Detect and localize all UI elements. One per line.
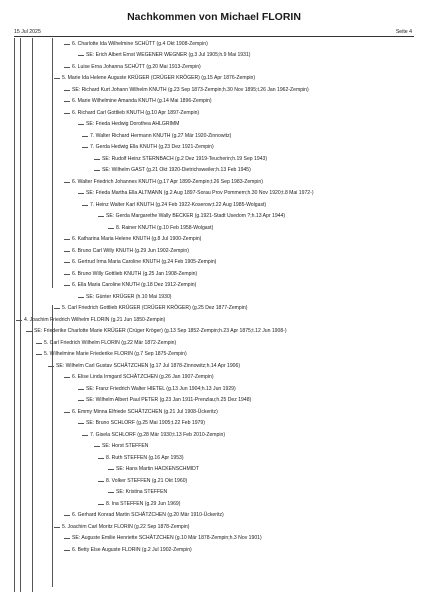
document-title: Nachkommen von Michael FLORIN [127, 11, 301, 23]
descendant-entry: 6. Marie Wilhelmine Amanda KNUTH (g.14 Mai 1896-Zempin) [72, 98, 212, 104]
tree-connector [78, 193, 84, 194]
descendant-entry: 8. Ina STEFFEN (g.29 Jun 1969) [106, 501, 181, 507]
tree-connector [98, 504, 104, 505]
descendant-entry: 6. Bruno Willy Gottlieb KNUTH (g.25 Jan 1908-Zempin) [72, 271, 198, 277]
tree-connector [108, 492, 114, 493]
tree-connector [82, 136, 88, 137]
tree-connector [64, 274, 70, 275]
descendant-entry: 6. Gerhard Konrad Martin SCHÄTZCHEN (g.20 Mär 1910-Ückeritz) [72, 512, 224, 518]
tree-connector [64, 285, 70, 286]
generation-line-4 [52, 38, 53, 288]
tree-connector [64, 550, 70, 551]
tree-connector [36, 343, 42, 344]
tree-connector [64, 515, 70, 516]
tree-connector [64, 262, 70, 263]
descendant-entry: 6. Emmy Minna Elfriede SCHÄTZCHEN (g.21 Jul 1908-Ückeritz) [72, 409, 218, 415]
tree-connector [54, 308, 60, 309]
spouse-entry: SE: Frieda Martha Ella ALTMANN (g.2 Aug 1897-Sorau Prov Pommern;h.30 Nov 1920;t.8 Mai 1972-) [86, 190, 314, 196]
tree-connector [98, 481, 104, 482]
descendant-entry: 6. Betty Else Auguste FLORIN (g.2 Jul 1902-Zempin) [72, 547, 192, 553]
descendant-entry: 4. Joachim Friedrich Wilhelm FLORIN (g.21 Jun 1850-Zempin) [24, 317, 166, 323]
descendant-entry: 6. Walter Friedrich Johannes KNUTH (g.17 Apr 1899-Zempin;t.26 Sep 1983-Zempin) [72, 179, 263, 185]
tree-connector [64, 90, 70, 91]
descendant-entry: 5. Carl Friedrich Wilhelm FLORIN (g.22 Mär 1872-Zempin) [44, 340, 177, 346]
spouse-entry: SE: Erich Albert Ernst WEGENER WEGNER (g.3 Jul 1905;h.9 Mai 1931) [86, 52, 251, 58]
tree-connector [64, 113, 70, 114]
tree-connector [94, 446, 100, 447]
generation-line-2 [20, 38, 21, 592]
tree-connector [64, 538, 70, 539]
spouse-entry: SE: Richard Kurt Johann Wilhelm KNUTH (g.23 Sep 1873-Zempin;h.30 Nov 1895;t.26 Jan 1962-Zempin) [72, 87, 309, 93]
generation-line-5 [52, 305, 53, 587]
page-number: Seite 4 [395, 29, 412, 35]
tree-connector [16, 320, 22, 321]
descendant-entry: 6. Elise Linda Irmgard SCHÄTZCHEN (g.26 Jan 1907-Zempin) [72, 374, 214, 380]
spouse-entry: SE: Günter KRÜGER (h.10 Mai 1930) [86, 294, 172, 300]
tree-connector [64, 251, 70, 252]
tree-connector [78, 297, 84, 298]
spouse-entry: SE: Kristina STEFFEN [116, 489, 168, 495]
spouse-entry: SE: Hans Martin HACKENSCHMIDT [116, 466, 199, 472]
tree-connector [54, 527, 60, 528]
header-rule [14, 36, 414, 37]
tree-connector [82, 205, 88, 206]
descendant-entry: 8. Ruth STEFFEN (g.16 Apr 1953) [106, 455, 184, 461]
descendant-entry: 6. Richard Carl Gottlieb KNUTH (g.10 Apr 1897-Zempin) [72, 110, 200, 116]
generation-line-3 [32, 38, 33, 592]
spouse-entry: SE: Auguste Emilie Henriette SCHÄTZCHEN (g.10 Mär 1878-Zempin;h.3 Nov 1901) [72, 535, 262, 541]
tree-connector [82, 435, 88, 436]
tree-connector [98, 458, 104, 459]
descendant-entry: 8. Volker STEFFEN (g.21 Okt 1960) [106, 478, 188, 484]
tree-connector [108, 469, 114, 470]
spouse-entry: SE: Wilhelm Albert Paul PETER (g.23 Jan 1911-Prenzlau;h.25 Dez 1948) [86, 397, 252, 403]
descendant-entry: 6. Katharina Maria Helene KNUTH (g.8 Jul 1900-Zempin) [72, 236, 202, 242]
tree-connector [64, 44, 70, 45]
print-date: 15 Jul 2025 [14, 29, 41, 35]
tree-connector [78, 124, 84, 125]
descendant-entry: 6. Gertrud Irma Maria Caroline KNUTH (g.24 Feb 1905-Zempin) [72, 259, 217, 265]
tree-connector [64, 239, 70, 240]
generation-line-1 [14, 38, 15, 592]
spouse-entry: SE: Friederike Charlotte Marie KRÜGER (Crüger Kröger) (g.13 Sep 1852-Zempin;h.23 Apr 1875;t.12 Jun 1908-) [34, 328, 287, 334]
tree-connector [64, 377, 70, 378]
tree-connector [82, 147, 88, 148]
tree-connector [78, 389, 84, 390]
tree-connector [36, 354, 42, 355]
descendant-entry: 7. Gerda Hedwig Ella KNUTH (g.23 Dez 1921-Zempin) [90, 144, 214, 150]
descendant-entry: 7. Gisela SCHLORF (g.28 Mär 1930;t.13 Feb 2010-Zempin) [90, 432, 226, 438]
spouse-entry: SE: Frieda Hedwig Dorothea AHLGRIMM [86, 121, 180, 127]
tree-connector [94, 170, 100, 171]
spouse-entry: SE: Franz Friedrich Walter HIETEL (g.13 Jun 1904;h.13 Jun 1929) [86, 386, 236, 392]
tree-connector [78, 423, 84, 424]
descendant-entry: 5. Carl Friedrich Gottlieb KRÜGER (CRÜGER KRÖGER) (g.25 Dez 1877-Zempin) [62, 305, 248, 311]
tree-connector [78, 55, 84, 56]
descendant-entry: 5. Marie Ida Helene Auguste KRÜGER (CRÜGER KRÖGER) (g.15 Apr 1876-Zempin) [62, 75, 256, 81]
descendant-entry: 7. Heinz Walter Karl KNUTH (g.24 Feb 1922-Koserow;t.22 Aug 1985-Wolgast) [90, 202, 267, 208]
spouse-entry: SE: Rudolf Heinz STERNBACH (g.2 Dez 1919-Teucherin;h.19 Sep 1943) [102, 156, 268, 162]
tree-connector [64, 101, 70, 102]
descendant-entry: 6. Bruno Carl Willy KNUTH (g.29 Jun 1902-Zempin) [72, 248, 189, 254]
tree-connector [48, 366, 54, 367]
descendant-entry: 5. Joachim Carl Moritz FLORIN (g.22 Sep 1878-Zempin) [62, 524, 190, 530]
tree-connector [54, 78, 60, 79]
tree-connector [78, 400, 84, 401]
spouse-entry: SE: Wilhelm GAST (g.21 Okt 1920-Dietrichsweiler;h.13 Feb 1945) [102, 167, 251, 173]
descendant-entry: 6. Luise Erna Johanna SCHÜTT (g.20 Mai 1913-Zempin) [72, 64, 201, 70]
descendant-entry: 6. Ella Maria Caroline KNUTH (g.18 Dez 1912-Zempin) [72, 282, 197, 288]
tree-connector [108, 228, 114, 229]
descendant-entry: 8. Rainer KNUTH (g.10 Feb 1958-Wolgast) [116, 225, 214, 231]
spouse-entry: SE: Gerda Margarethe Wally BECKER (g.1921-Stadt Usedom ?;h.13 Apr 1944) [106, 213, 286, 219]
tree-connector [26, 331, 32, 332]
descendant-entry: 7. Walter Richard Hermann KNUTH (g.27 Mär 1920-Zinnowitz) [90, 133, 232, 139]
descendant-entry: 6. Charlotte Ida Wilhelmine SCHÜTT (g.4 Okt 1908-Zempin) [72, 41, 208, 47]
tree-connector [98, 216, 104, 217]
tree-connector [64, 67, 70, 68]
tree-connector [64, 412, 70, 413]
spouse-entry: SE: Horst STEFFEN [102, 443, 149, 449]
descendant-entry: 5. Wilhelmine Marie Friederike FLORIN (g.7 Sep 1875-Zempin) [44, 351, 187, 357]
spouse-entry: SE: Bruno SCHLORF (g.25 Mai 1905;t.22 Feb 1979) [86, 420, 205, 426]
spouse-entry: SE: Wilhelm Carl Gustav SCHÄTZCHEN (g.17 Jul 1878-Zinnowitz;h.14 Apr 1906) [56, 363, 241, 369]
tree-connector [64, 182, 70, 183]
tree-connector [94, 159, 100, 160]
